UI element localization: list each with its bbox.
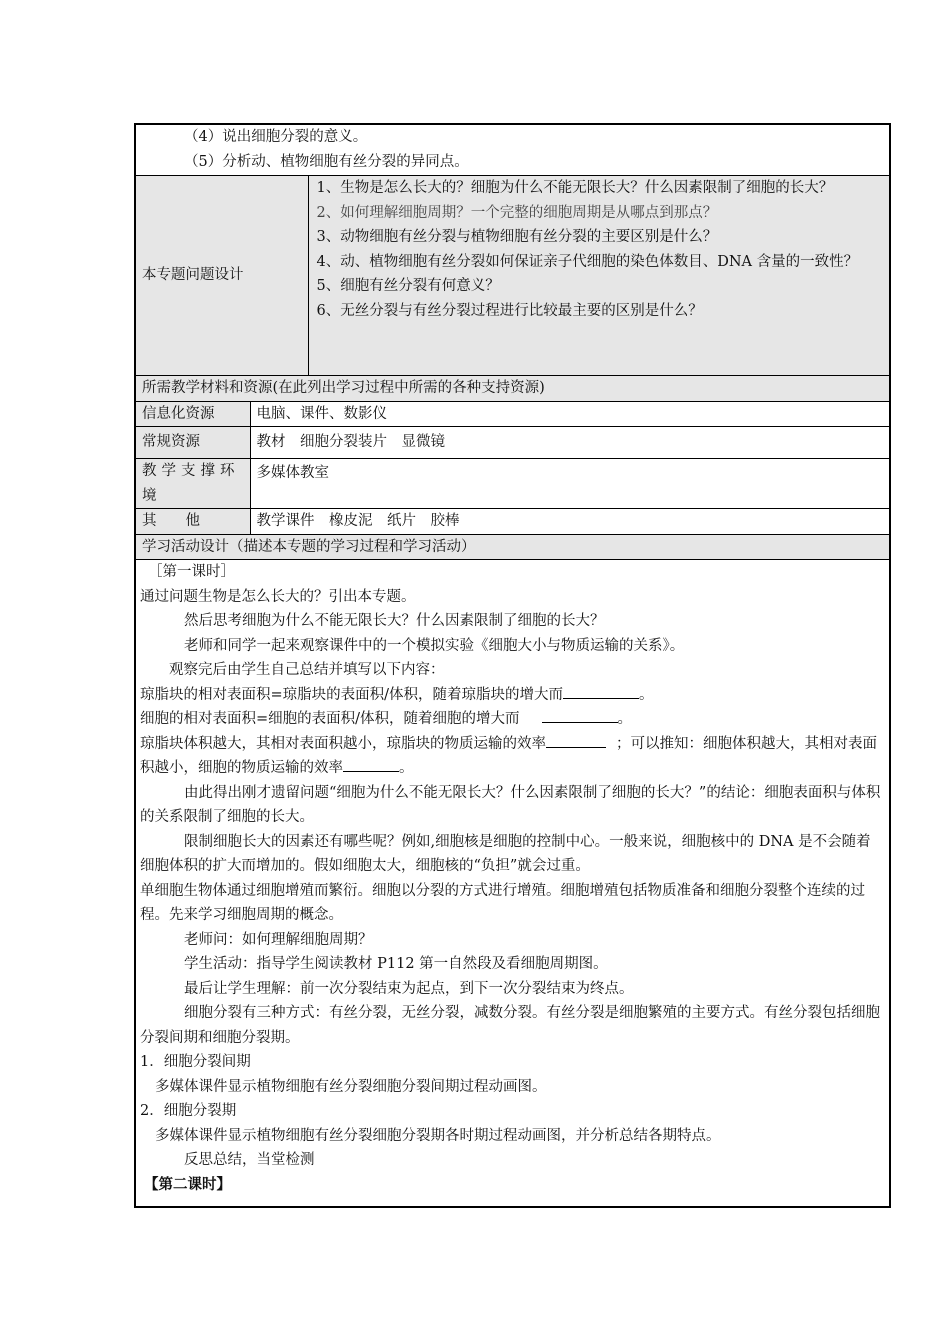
objective-item: （4）说出细胞分裂的意义。 bbox=[184, 129, 368, 145]
resources-header: 所需教学材料和资源(在此列出学习过程中所需的各种支持资源) bbox=[135, 376, 890, 402]
objectives-row bbox=[135, 124, 890, 176]
activity-paragraph: 老师和同学一起来观察课件中的一个模拟实验《细胞大小与物质运输的关系》。 bbox=[184, 637, 685, 654]
section-heading: 2．细胞分裂期 bbox=[140, 1103, 237, 1119]
activity-paragraph: 多媒体课件显示植物细胞有丝分裂细胞分裂期各时期过程动画图，并分析总结各期特点。 bbox=[155, 1127, 721, 1144]
fill-in-line bbox=[140, 683, 881, 708]
activity-paragraph: 最后让学生理解：前一次分裂结束为起点，到下一次分裂结束为终点。 bbox=[184, 980, 634, 997]
question-item: 3、动物细胞有丝分裂与植物细胞有丝分裂的主要区别是什么？ bbox=[316, 229, 718, 245]
resource-label: 其 他 bbox=[135, 509, 250, 535]
answer-blank[interactable] bbox=[542, 707, 618, 723]
resource-row bbox=[135, 427, 890, 459]
question-item: 2、如何理解细胞周期？一个完整的细胞周期是从哪点到那点？ bbox=[316, 204, 718, 221]
resource-value: 多媒体教室 bbox=[250, 459, 890, 509]
resource-value: 电脑、课件、数影仪 bbox=[250, 401, 890, 427]
resource-label: 常规资源 bbox=[135, 427, 250, 459]
answer-blank[interactable] bbox=[343, 756, 399, 772]
section-heading: 1．细胞分裂间期 bbox=[140, 1054, 251, 1070]
fill-in-text: ；可以推知：细胞体积越大，其相对表面积越小，细胞的物质运输的效率 bbox=[140, 735, 877, 776]
resource-row bbox=[135, 401, 890, 427]
activities-body bbox=[135, 560, 890, 1208]
question-item: 5、细胞有丝分裂有何意义？ bbox=[316, 278, 500, 294]
resource-value: 教学课件 橡皮泥 纸片 胶棒 bbox=[250, 509, 890, 535]
activities-body-row bbox=[135, 560, 890, 1208]
activity-paragraph: 反思总结，当堂检测 bbox=[184, 1152, 315, 1168]
question-list bbox=[308, 176, 890, 376]
activity-paragraph: 通过问题生物是怎么长大的？引出本专题。 bbox=[140, 588, 416, 605]
question-item: 6、无丝分裂与有丝分裂过程进行比较最主要的区别是什么？ bbox=[316, 302, 703, 319]
activity-paragraph: 细胞分裂有三种方式：有丝分裂，无丝分裂，减数分裂。有丝分裂是细胞繁殖的主要方式。有丝分裂包括细胞分裂间期和细胞分裂期。 bbox=[140, 1005, 880, 1046]
resource-label: 教学支撑环境 bbox=[135, 459, 250, 509]
resource-value: 教材 细胞分裂装片 显微镜 bbox=[250, 427, 890, 459]
fill-in-text: 琼脂块的相对表面积=琼脂块的表面积/体积，随着琼脂块的增大而 bbox=[140, 686, 564, 703]
fill-in-text: 。 bbox=[639, 686, 654, 703]
objective-item: （5）分析动、植物细胞有丝分裂的异同点。 bbox=[184, 153, 469, 170]
lesson-plan-page bbox=[134, 123, 891, 1208]
resource-row bbox=[135, 459, 890, 509]
fill-in-text: 。 bbox=[617, 711, 633, 727]
resource-label: 信息化资源 bbox=[135, 401, 250, 427]
activity-paragraph: 老师问：如何理解细胞周期？ bbox=[184, 931, 373, 948]
fill-in-text: 。 bbox=[399, 760, 414, 776]
activity-paragraph: 限制细胞长大的因素还有哪些呢？例如,细胞核是细胞的控制中心。一般来说，细胞核中的 DNA 是不会随着细胞体积的扩大而增加的。假如细胞太大，细胞核的“负担”就会过重。 bbox=[140, 833, 871, 874]
fill-in-line bbox=[140, 732, 881, 781]
answer-blank[interactable] bbox=[546, 732, 606, 748]
lesson-session-heading: ［第一课时］ bbox=[148, 564, 235, 580]
activities-header: 学习活动设计（描述本专题的学习过程和学习活动） bbox=[135, 534, 890, 560]
activity-paragraph: 由此得出刚才遗留问题“细胞为什么不能无限长大？什么因素限制了细胞的长大？”的结论：细胞表面积与体积的关系限制了细胞的长大。 bbox=[140, 784, 881, 825]
resources-header-row bbox=[135, 376, 890, 402]
question-design-row bbox=[135, 176, 890, 376]
question-item: 1、生物是怎么长大的？细胞为什么不能无限长大？什么因素限制了细胞的长大？ bbox=[316, 180, 834, 196]
activity-paragraph: 然后思考细胞为什么不能无限长大？什么因素限制了细胞的长大？ bbox=[184, 613, 605, 629]
fill-in-line bbox=[140, 707, 881, 732]
activity-paragraph: 多媒体课件显示植物细胞有丝分裂细胞分裂间期过程动画图。 bbox=[155, 1078, 547, 1095]
fill-in-text: 琼脂块体积越大，其相对表面积越小，琼脂块的物质运输的效率 bbox=[140, 735, 546, 752]
activity-paragraph: 学生活动：指导学生阅读教材 P112 第一自然段及看细胞周期图。 bbox=[184, 956, 608, 972]
activity-paragraph: 观察完后由学生自己总结并填写以下内容： bbox=[169, 662, 445, 678]
lesson-session-heading: 【第二课时】 bbox=[144, 1175, 231, 1193]
resource-row bbox=[135, 509, 890, 535]
question-item: 4、动、植物细胞有丝分裂如何保证亲子代细胞的染色体数目、DNA 含量的一致性？ bbox=[316, 253, 859, 270]
activities-header-row bbox=[135, 534, 890, 560]
fill-in-text: 细胞的相对表面积=细胞的表面积/体积，随着细胞的增大而 bbox=[140, 711, 520, 727]
answer-blank[interactable] bbox=[563, 683, 639, 699]
lesson-plan-table bbox=[134, 123, 891, 1208]
question-design-label: 本专题问题设计 bbox=[135, 176, 308, 376]
activity-paragraph: 单细胞生物体通过细胞增殖而繁衍。细胞以分裂的方式进行增殖。细胞增殖包括物质准备和细胞分裂整个连续的过程。先来学习细胞周期的概念。 bbox=[140, 882, 865, 923]
